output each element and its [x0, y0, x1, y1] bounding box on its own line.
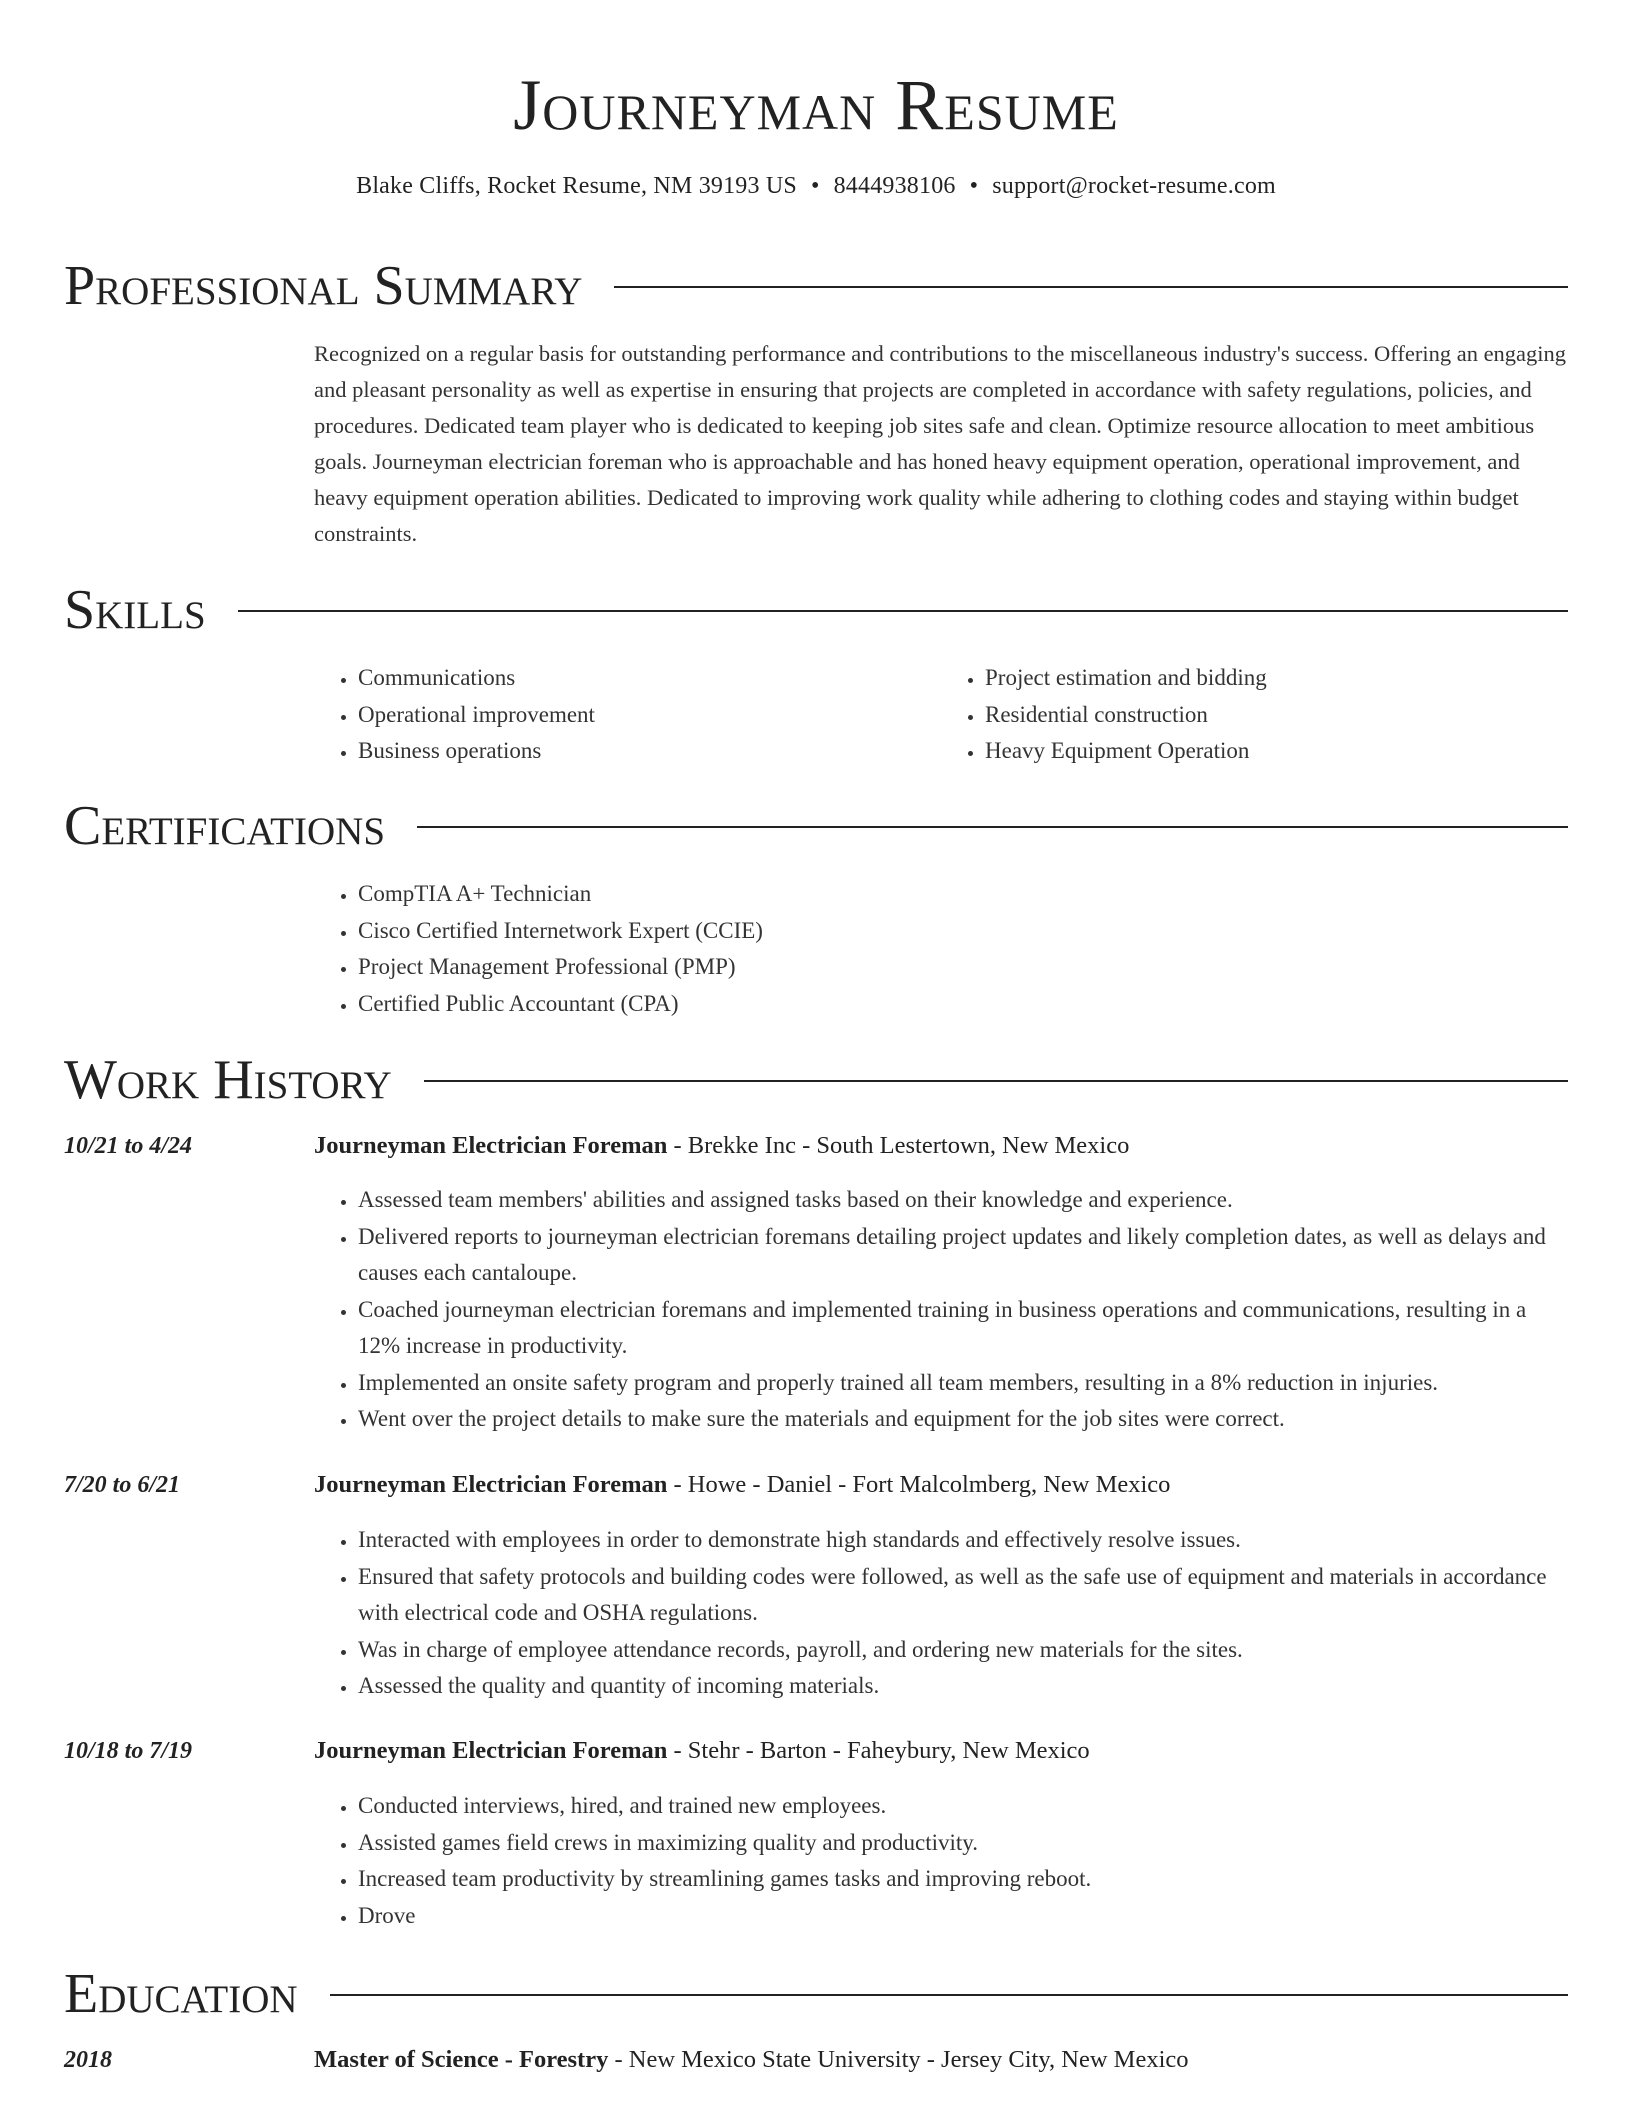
section-divider	[330, 1994, 1568, 1996]
section-header-skills	[64, 578, 1568, 642]
skills-column-right	[941, 660, 1568, 770]
separator-dot: •	[810, 173, 820, 199]
section-divider	[417, 826, 1568, 828]
job-duty-item: • Assisted games field crews in maximizing quality and productivity.	[358, 1825, 1568, 1862]
certification-item: • Certified Public Accountant (CPA)	[358, 986, 1568, 1023]
job-heading	[314, 1469, 1568, 1501]
job-title: Journeyman Electrician Foreman	[314, 1132, 668, 1159]
skill-item: • Project estimation and bidding	[985, 660, 1568, 697]
section-divider	[424, 1080, 1568, 1082]
section-title-skills: Skills	[64, 579, 206, 641]
contact-line	[64, 170, 1568, 202]
job-duty-item: • Coached journeyman electrician foremans and implemented training in business operations and communications, resulting in a 12% increase in productivity.	[358, 1292, 1568, 1365]
section-title-summary: Professional Summary	[64, 255, 583, 317]
section-title-certifications: Certifications	[64, 795, 386, 857]
job-duty-item: • Implemented an onsite safety program and properly trained all team members, resulting in a 8% reduction in injuries.	[358, 1365, 1568, 1402]
skills-column-left	[314, 660, 941, 770]
section-header-summary	[64, 254, 1568, 318]
job-dates: 10/18 to 7/19	[64, 1738, 193, 1764]
section-header-education	[64, 1962, 1568, 2026]
job-title: Journeyman Electrician Foreman	[314, 1737, 668, 1764]
contact-phone[interactable]: 8444938106	[833, 173, 956, 199]
resume-page	[64, 0, 1568, 2073]
job-heading	[314, 1735, 1568, 1767]
job-company: - Brekke Inc - South Lestertown, New Mexico	[667, 1132, 1130, 1159]
job-company: - Stehr - Barton - Faheybury, New Mexico	[667, 1737, 1090, 1764]
job-duty-item: • Conducted interviews, hired, and trained new employees.	[358, 1788, 1568, 1825]
section-header-work-history	[64, 1048, 1568, 1112]
section-title-work-history: Work History	[64, 1049, 392, 1111]
certification-item: • Project Management Professional (PMP)	[358, 949, 1568, 986]
job-dates: 10/21 to 4/24	[64, 1133, 193, 1159]
summary-text: Recognized on a regular basis for outstanding performance and contributions to the miscellaneous industry's success. Offering an engaging and pleasant personality as well as expertise in ensuring that projects are completed in accordance with safety regulations, policies, and procedures. Dedicated team player who is dedicated to keeping job sites safe and clean. Optimize resource allocation to meet ambitious goals. Journeyman electrician foreman who is approachable and has honed heavy equipment operation, operational improvement, and heavy equipment operation abilities. Dedicated to improving work quality while adhering to clothing codes and staying within budget constraints.	[314, 341, 1567, 546]
education-year: 2018	[64, 2047, 112, 2073]
job-duty-item: • Drove	[358, 1898, 1568, 1935]
separator-dot: •	[969, 173, 979, 199]
section-divider	[614, 286, 1568, 288]
resume-title: Journeyman Resume	[513, 65, 1119, 145]
education-degree: Master of Science - Forestry	[314, 2046, 609, 2073]
job-duty-item: • Went over the project details to make sure the materials and equipment for the job sites were correct.	[358, 1401, 1568, 1438]
certification-item: • CompTIA A+ Technician	[358, 876, 1568, 913]
job-dates: 7/20 to 6/21	[64, 1472, 181, 1498]
job-duty-item: • Ensured that safety protocols and building codes were followed, as well as the safe use of equipment and materials in accordance with electrical code and OSHA regulations.	[358, 1559, 1568, 1632]
job-heading	[314, 1130, 1568, 1162]
job-duty-item: • Assessed team members' abilities and assigned tasks based on their knowledge and experience.	[358, 1182, 1568, 1219]
certifications-list	[314, 876, 1568, 1022]
section-header-certifications	[64, 794, 1568, 858]
job-title: Journeyman Electrician Foreman	[314, 1471, 668, 1498]
job-duty-item: • Interacted with employees in order to demonstrate high standards and effectively resolve issues.	[358, 1522, 1568, 1559]
contact-email[interactable]: support@rocket-resume.com	[992, 173, 1276, 199]
job-duties	[314, 1522, 1568, 1705]
skill-item: • Business operations	[358, 733, 941, 770]
section-title-education: Education	[64, 1963, 298, 2025]
education-heading	[314, 2044, 1568, 2076]
education-school: - New Mexico State University - Jersey City, New Mexico	[608, 2046, 1189, 2073]
skill-item: • Residential construction	[985, 697, 1568, 734]
skills-list	[314, 660, 1568, 770]
job-duty-item: • Delivered reports to journeyman electrician foremans detailing project updates and likely completion dates, as well as delays and causes each cantaloupe.	[358, 1219, 1568, 1292]
job-duty-item: • Increased team productivity by streamlining games tasks and improving reboot.	[358, 1861, 1568, 1898]
certification-item: • Cisco Certified Internetwork Expert (CCIE)	[358, 913, 1568, 950]
contact-address: Blake Cliffs, Rocket Resume, NM 39193 US	[356, 173, 797, 199]
skill-item: • Operational improvement	[358, 697, 941, 734]
job-duty-item: • Assessed the quality and quantity of incoming materials.	[358, 1668, 1568, 1705]
section-divider	[238, 610, 1568, 612]
job-duties	[314, 1182, 1568, 1438]
job-company: - Howe - Daniel - Fort Malcolmberg, New Mexico	[667, 1471, 1171, 1498]
job-duty-item: • Was in charge of employee attendance records, payroll, and ordering new materials for the sites.	[358, 1632, 1568, 1669]
skill-item: • Communications	[358, 660, 941, 697]
job-duties	[314, 1788, 1568, 1934]
skill-item: • Heavy Equipment Operation	[985, 733, 1568, 770]
